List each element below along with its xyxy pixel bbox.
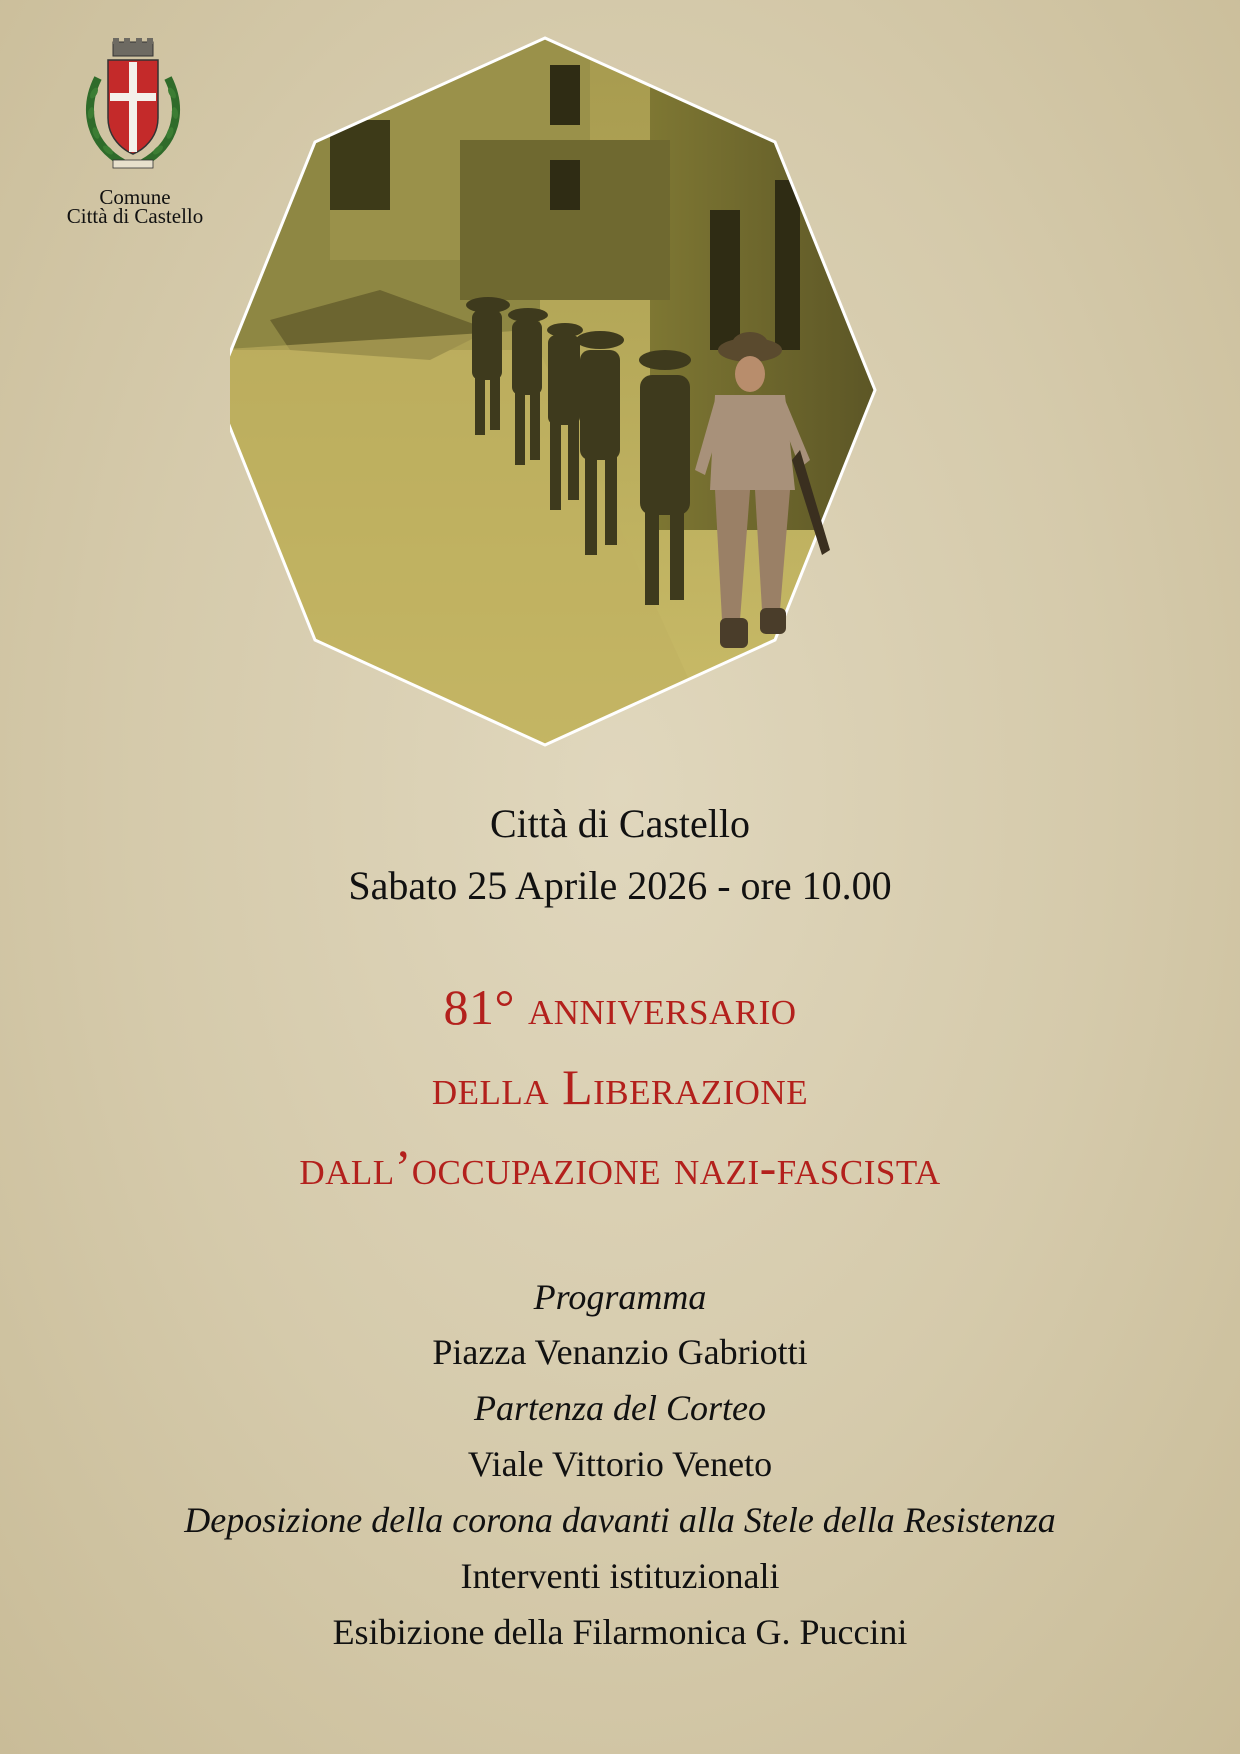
programma-heading: Programma <box>533 1277 707 1317</box>
programma-item: Piazza Venanzio Gabriotti <box>432 1332 808 1372</box>
programma-item: Esibizione della Filarmonica G. Puccini <box>332 1612 908 1652</box>
historical-photo <box>230 30 1010 770</box>
city-crest-icon <box>78 38 188 178</box>
event-place: Città di Castello <box>490 801 750 846</box>
programma-item: Viale Vittorio Veneto <box>467 1444 773 1484</box>
programma-item: Deposizione della corona davanti alla Stele della Resistenza <box>184 1500 1056 1540</box>
programma-item: Partenza del Corteo <box>474 1388 766 1428</box>
title-line-2: della Liberazione <box>431 1059 809 1115</box>
comune-label <box>40 185 230 228</box>
event-datetime: Sabato 25 Aprile 2026 - ore 10.00 <box>348 863 892 908</box>
comune-line2: Città di Castello <box>66 204 204 228</box>
programma-item: Interventi istituzionali <box>460 1556 780 1596</box>
title-line-1: 81° anniversario <box>443 979 797 1035</box>
comune-line1: Comune <box>99 185 171 209</box>
title-line-3: dall’occupazione nazi-fascista <box>299 1139 941 1195</box>
